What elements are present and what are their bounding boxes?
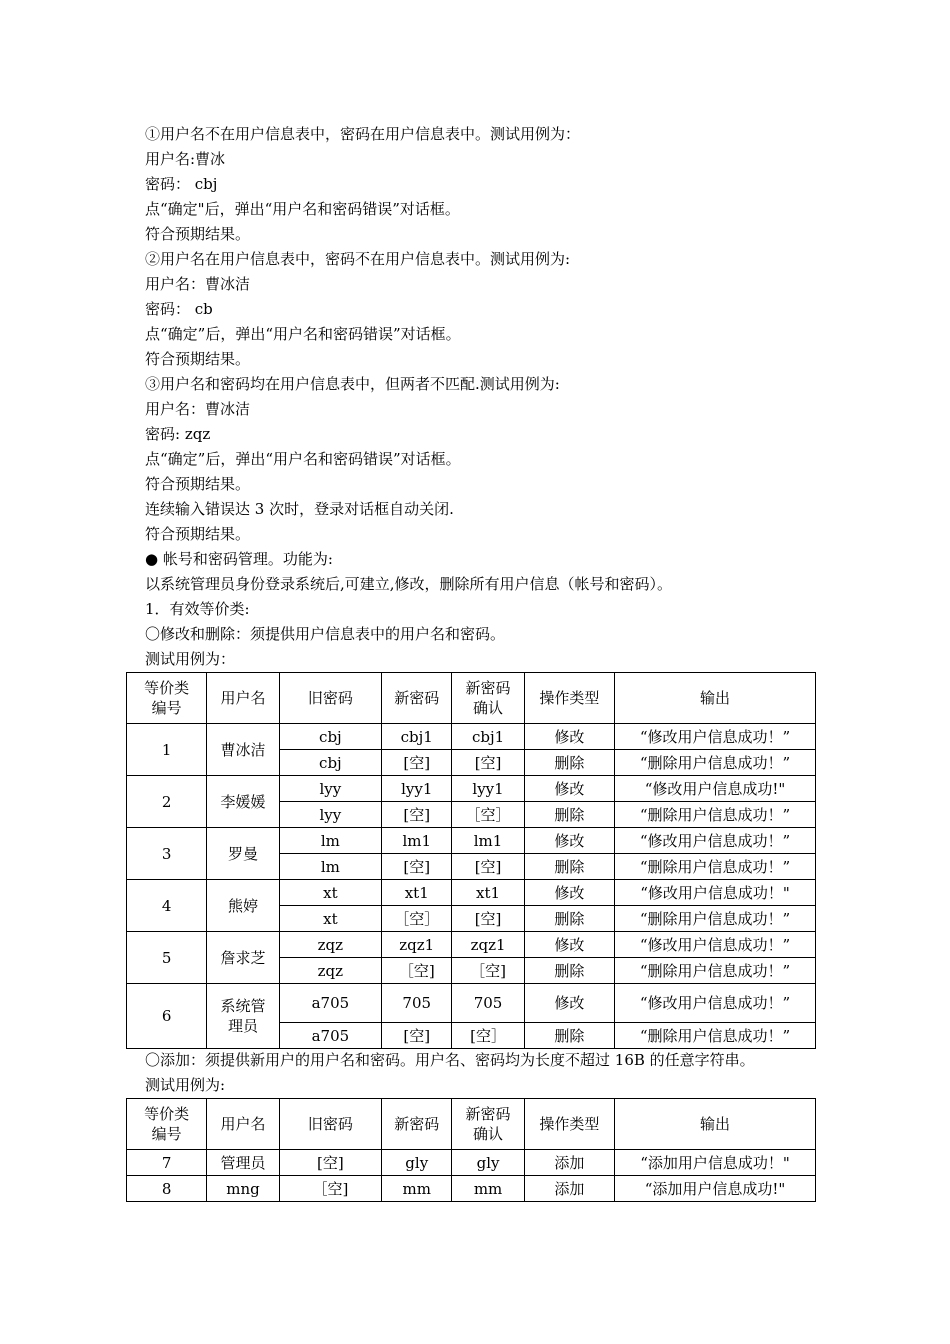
output-cell: “删除用户信息成功！” bbox=[615, 906, 816, 932]
confirm-password-cell: [空] bbox=[452, 906, 524, 932]
output-cell: “删除用户信息成功！” bbox=[615, 958, 816, 984]
text-line: 符合预期结果。 bbox=[145, 350, 251, 368]
new-password-cell: mm bbox=[382, 1176, 452, 1202]
operation-cell: 删除 bbox=[524, 906, 614, 932]
confirm-password-cell: ［空］ bbox=[452, 802, 524, 828]
username-cell: 系统管理员 bbox=[207, 984, 279, 1049]
text-line: 〇修改和删除：须提供用户信息表中的用户名和密码。 bbox=[145, 625, 506, 643]
output-cell: “修改用户信息成功！” bbox=[615, 828, 816, 854]
text-line: ③用户名和密码均在用户信息表中，但两者不匹配.测试用例为: bbox=[145, 375, 560, 393]
output-cell: “修改用户信息成功！" bbox=[615, 880, 816, 906]
output-cell: “删除用户信息成功！” bbox=[615, 750, 816, 776]
table-row bbox=[127, 1176, 816, 1202]
table-row bbox=[127, 984, 816, 1023]
username-cell: 熊婷 bbox=[207, 880, 279, 932]
column-header: 新密码 bbox=[382, 1099, 452, 1150]
username-cell: mng bbox=[207, 1176, 279, 1202]
operation-cell: 添加 bbox=[524, 1176, 614, 1202]
column-header: 用户名 bbox=[207, 673, 279, 724]
output-cell: “修改用户信息成功！” bbox=[615, 932, 816, 958]
text-line: ● 帐号和密码管理。功能为: bbox=[145, 550, 333, 568]
column-header: 旧密码 bbox=[279, 673, 381, 724]
text-line: 点“确定”后，弹出“用户名和密码错误”对话框。 bbox=[145, 325, 461, 343]
column-header: 输出 bbox=[615, 1099, 816, 1150]
table-row bbox=[127, 776, 816, 802]
username-cell: 罗曼 bbox=[207, 828, 279, 880]
confirm-password-cell: [空] bbox=[452, 854, 524, 880]
class-id-cell: 6 bbox=[127, 984, 207, 1049]
text-line: 符合预期结果。 bbox=[145, 475, 251, 493]
new-password-cell: lyy1 bbox=[382, 776, 452, 802]
confirm-password-cell: gly bbox=[452, 1150, 524, 1176]
operation-cell: 修改 bbox=[524, 984, 614, 1023]
confirm-password-cell: xt1 bbox=[452, 880, 524, 906]
class-id-cell: 3 bbox=[127, 828, 207, 880]
old-password-cell: a705 bbox=[279, 984, 381, 1023]
new-password-cell: ［空］ bbox=[382, 906, 452, 932]
class-id-cell: 7 bbox=[127, 1150, 207, 1176]
column-header: 操作类型 bbox=[524, 1099, 614, 1150]
old-password-cell: lyy bbox=[279, 776, 381, 802]
old-password-cell: zqz bbox=[279, 932, 381, 958]
text-line: 测试用例为: bbox=[145, 1076, 226, 1094]
username-cell: 李媛媛 bbox=[207, 776, 279, 828]
text-line: 密码： cb bbox=[145, 300, 213, 318]
old-password-cell: xt bbox=[279, 906, 381, 932]
new-password-cell: lm1 bbox=[382, 828, 452, 854]
operation-cell: 修改 bbox=[524, 880, 614, 906]
text-line: 〇添加：须提供新用户的用户名和密码。用户名、密码均为长度不超过 16B 的任意字符串。 bbox=[145, 1051, 755, 1069]
output-cell: “添加用户信息成功!" bbox=[615, 1176, 816, 1202]
column-header: 等价类编号 bbox=[127, 673, 207, 724]
confirm-password-cell: mm bbox=[452, 1176, 524, 1202]
class-id-cell: 2 bbox=[127, 776, 207, 828]
output-cell: “修改用户信息成功!" bbox=[615, 776, 816, 802]
username-cell: 管理员 bbox=[207, 1150, 279, 1176]
add-test-table bbox=[126, 1098, 816, 1202]
confirm-password-cell: cbj1 bbox=[452, 724, 524, 750]
new-password-cell: 705 bbox=[382, 984, 452, 1023]
output-cell: “修改用户信息成功！” bbox=[615, 984, 816, 1023]
operation-cell: 修改 bbox=[524, 724, 614, 750]
modify-delete-test-table bbox=[126, 672, 816, 1049]
table-row bbox=[127, 828, 816, 854]
class-id-cell: 1 bbox=[127, 724, 207, 776]
operation-cell: 删除 bbox=[524, 1023, 614, 1049]
text-line: 1．有效等价类: bbox=[145, 600, 250, 618]
operation-cell: 修改 bbox=[524, 828, 614, 854]
column-header: 旧密码 bbox=[279, 1099, 381, 1150]
column-header: 新密码 bbox=[382, 673, 452, 724]
text-line: 点“确定"后，弹出“用户名和密码错误”对话框。 bbox=[145, 200, 460, 218]
new-password-cell: cbj1 bbox=[382, 724, 452, 750]
confirm-password-cell: lm1 bbox=[452, 828, 524, 854]
table-row bbox=[127, 724, 816, 750]
intro-text bbox=[145, 122, 845, 672]
new-password-cell: [空] bbox=[382, 854, 452, 880]
column-header: 输出 bbox=[615, 673, 816, 724]
text-line: 测试用例为： bbox=[145, 650, 236, 668]
new-password-cell: [空] bbox=[382, 750, 452, 776]
column-header: 新密码确认 bbox=[452, 673, 524, 724]
text-line: 符合预期结果。 bbox=[145, 525, 251, 543]
operation-cell: 删除 bbox=[524, 802, 614, 828]
operation-cell: 添加 bbox=[524, 1150, 614, 1176]
column-header: 新密码确认 bbox=[452, 1099, 524, 1150]
old-password-cell: lm bbox=[279, 828, 381, 854]
username-cell: 詹求芝 bbox=[207, 932, 279, 984]
operation-cell: 删除 bbox=[524, 854, 614, 880]
confirm-password-cell: [空］ bbox=[452, 1023, 524, 1049]
output-cell: “修改用户信息成功！” bbox=[615, 724, 816, 750]
old-password-cell: a705 bbox=[279, 1023, 381, 1049]
add-section-text bbox=[145, 1048, 845, 1098]
new-password-cell: gly bbox=[382, 1150, 452, 1176]
column-header: 操作类型 bbox=[524, 673, 614, 724]
new-password-cell: [空] bbox=[382, 802, 452, 828]
text-line: 用户名：曹冰洁 bbox=[145, 275, 251, 293]
old-password-cell: cbj bbox=[279, 724, 381, 750]
old-password-cell: lyy bbox=[279, 802, 381, 828]
table-row bbox=[127, 880, 816, 906]
new-password-cell: xt1 bbox=[382, 880, 452, 906]
text-line: 点“确定”后，弹出“用户名和密码错误”对话框。 bbox=[145, 450, 461, 468]
text-line: ①用户名不在用户信息表中，密码在用户信息表中。测试用例为： bbox=[145, 125, 581, 143]
new-password-cell: zqz1 bbox=[382, 932, 452, 958]
old-password-cell: xt bbox=[279, 880, 381, 906]
operation-cell: 删除 bbox=[524, 750, 614, 776]
new-password-cell: [空] bbox=[382, 1023, 452, 1049]
class-id-cell: 8 bbox=[127, 1176, 207, 1202]
column-header: 用户名 bbox=[207, 1099, 279, 1150]
old-password-cell: lm bbox=[279, 854, 381, 880]
table-row bbox=[127, 1150, 816, 1176]
old-password-cell: zqz bbox=[279, 958, 381, 984]
output-cell: “删除用户信息成功！” bbox=[615, 802, 816, 828]
column-header: 等价类编号 bbox=[127, 1099, 207, 1150]
operation-cell: 修改 bbox=[524, 776, 614, 802]
operation-cell: 修改 bbox=[524, 932, 614, 958]
class-id-cell: 5 bbox=[127, 932, 207, 984]
old-password-cell: cbj bbox=[279, 750, 381, 776]
text-line: 连续输入错误达 3 次时，登录对话框自动关闭. bbox=[145, 500, 454, 518]
text-line: 符合预期结果。 bbox=[145, 225, 251, 243]
class-id-cell: 4 bbox=[127, 880, 207, 932]
text-line: ②用户名在用户信息表中，密码不在用户信息表中。测试用例为: bbox=[145, 250, 571, 268]
new-password-cell: ［空] bbox=[382, 958, 452, 984]
output-cell: “删除用户信息成功！” bbox=[615, 1023, 816, 1049]
confirm-password-cell: lyy1 bbox=[452, 776, 524, 802]
text-line: 密码： cbj bbox=[145, 175, 218, 193]
confirm-password-cell: [空] bbox=[452, 750, 524, 776]
old-password-cell: ［空] bbox=[279, 1176, 381, 1202]
operation-cell: 删除 bbox=[524, 958, 614, 984]
text-line: 用户名:曹冰 bbox=[145, 150, 226, 168]
table-row bbox=[127, 932, 816, 958]
old-password-cell: [空] bbox=[279, 1150, 381, 1176]
text-line: 用户名：曹冰洁 bbox=[145, 400, 251, 418]
confirm-password-cell: zqz1 bbox=[452, 932, 524, 958]
output-cell: “添加用户信息成功！" bbox=[615, 1150, 816, 1176]
confirm-password-cell: 705 bbox=[452, 984, 524, 1023]
username-cell: 曹冰洁 bbox=[207, 724, 279, 776]
output-cell: “删除用户信息成功！” bbox=[615, 854, 816, 880]
text-line: 以系统管理员身份登录系统后,可建立,修改，删除所有用户信息（帐号和密码）。 bbox=[145, 575, 673, 593]
confirm-password-cell: ［空] bbox=[452, 958, 524, 984]
text-line: 密码: zqz bbox=[145, 425, 211, 443]
